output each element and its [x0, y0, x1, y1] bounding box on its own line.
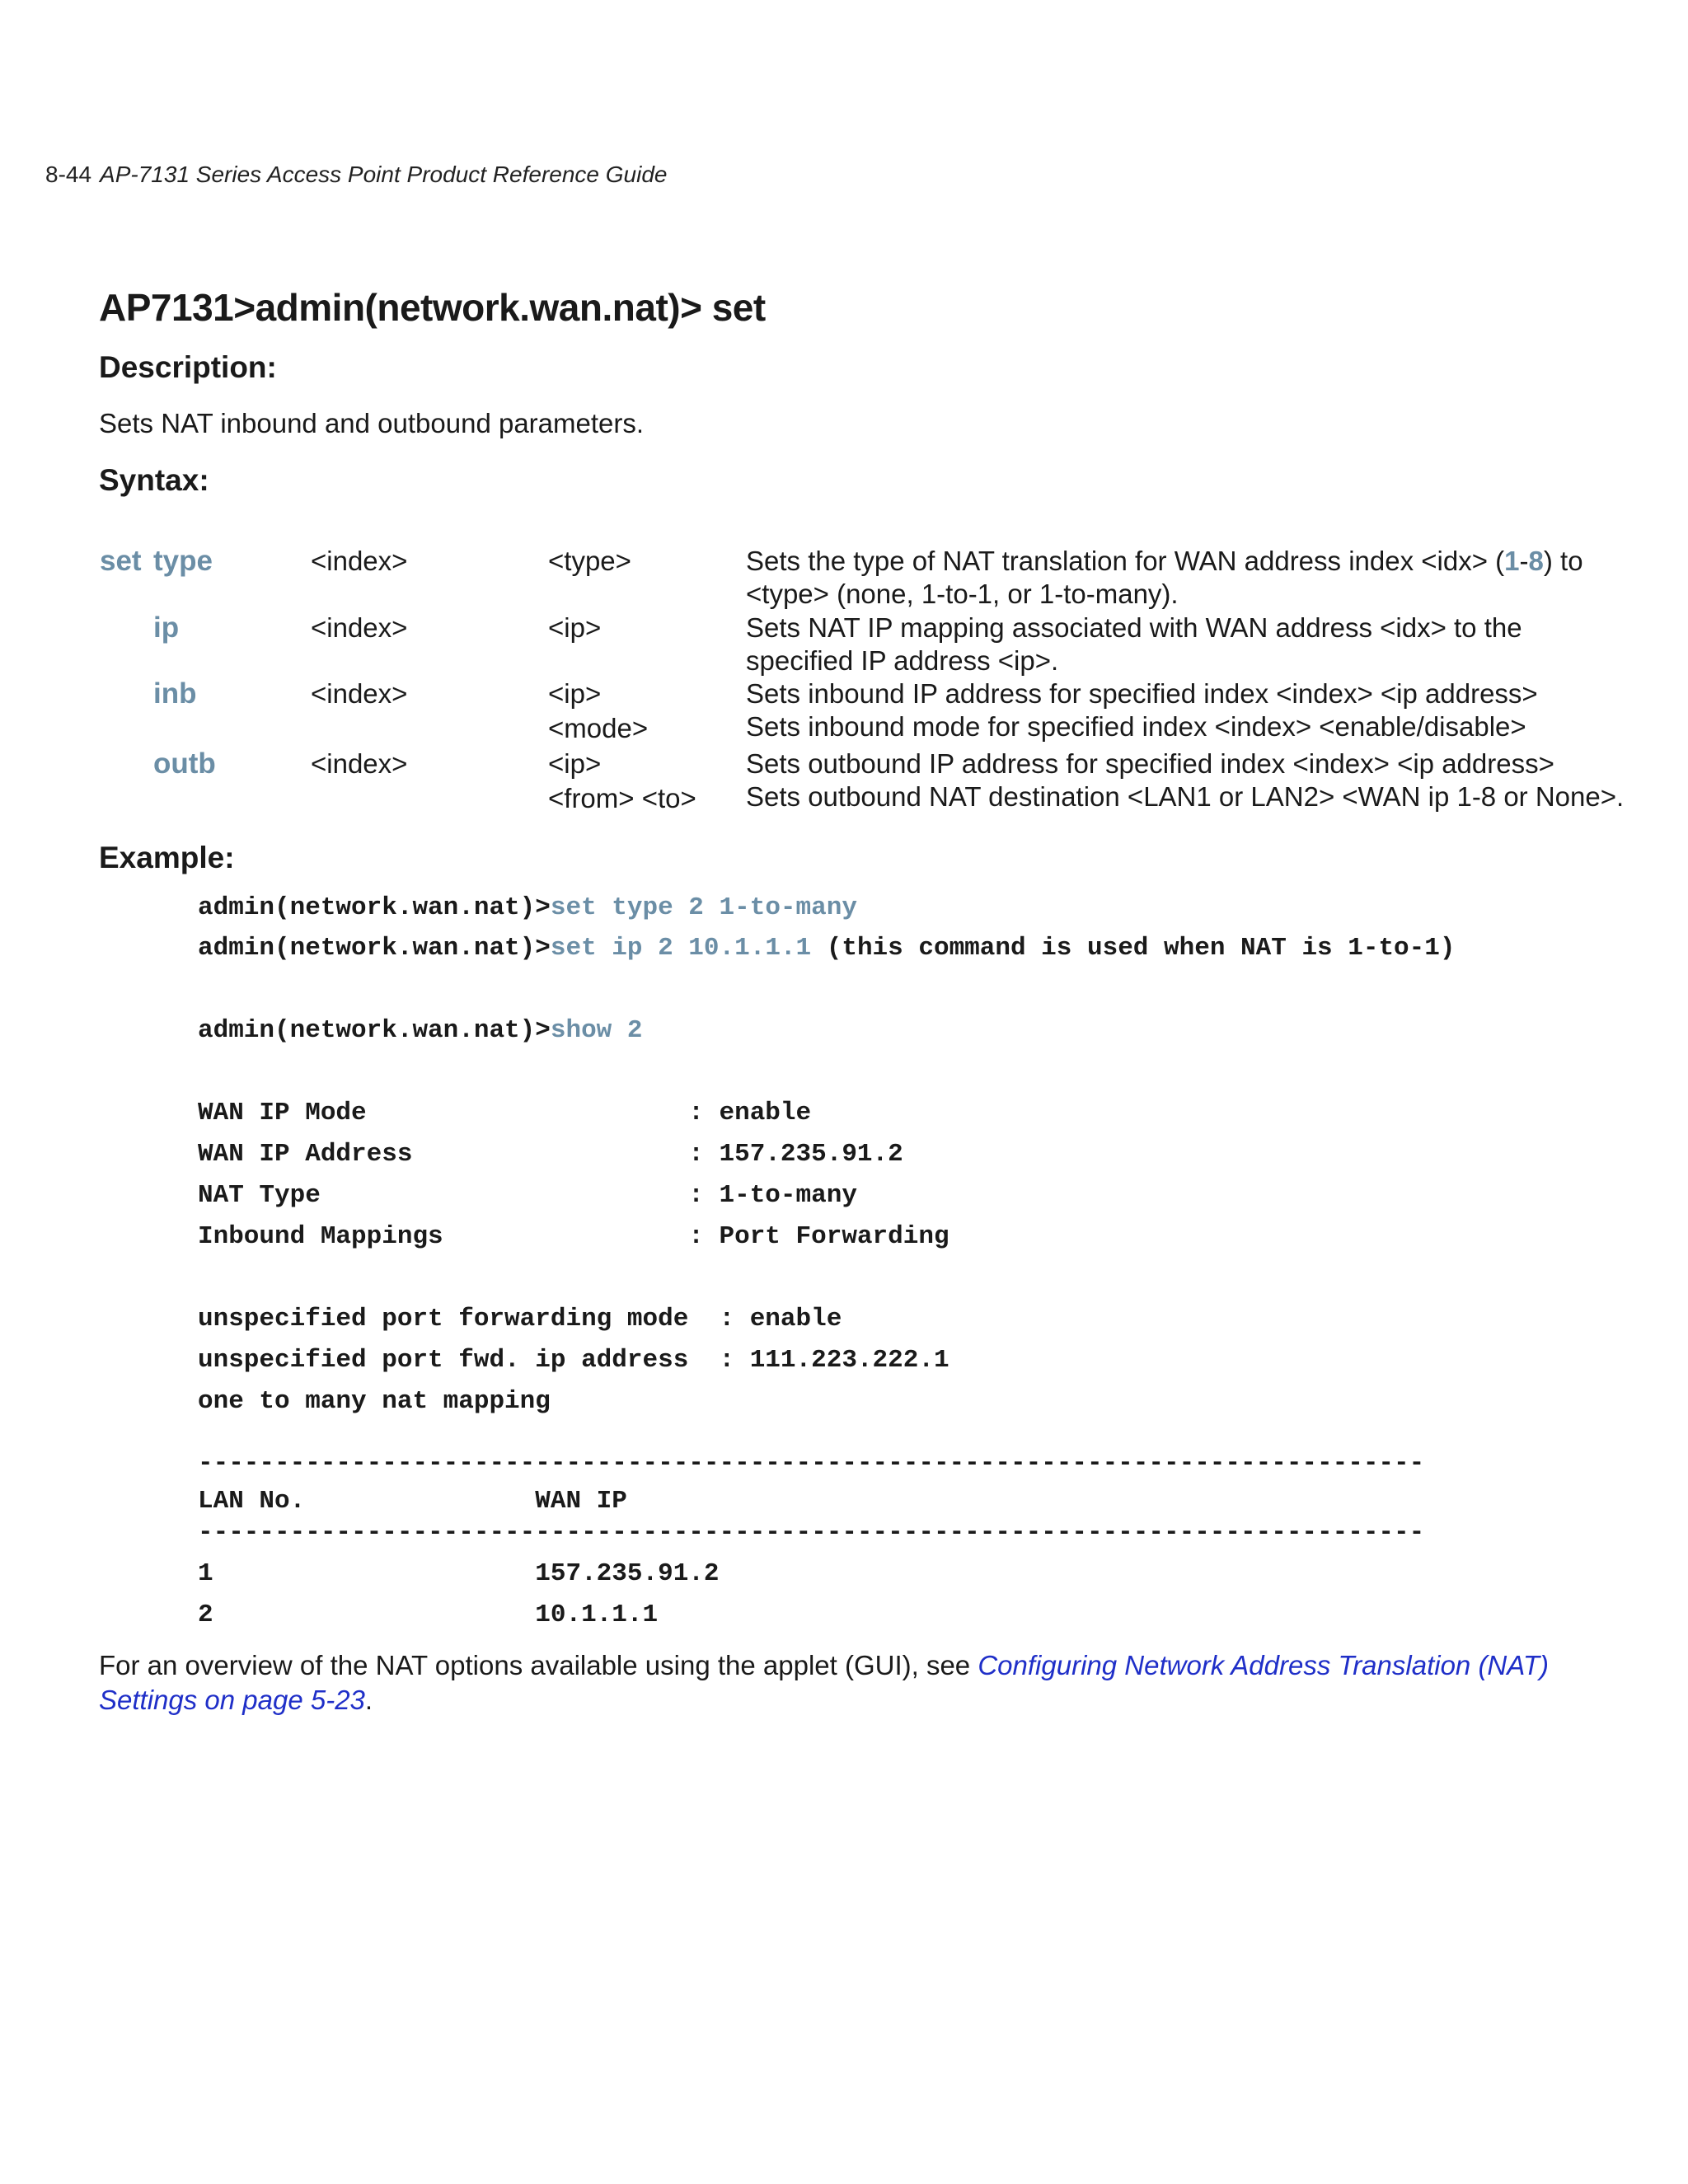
syntax-keyword-inb: inb [153, 677, 197, 710]
example-command-3: admin(network.wan.nat)>show 2 [198, 1016, 643, 1045]
output-line: one to many nat mapping [198, 1387, 551, 1416]
output-rule: -------------------------------------------------------------------------------- [198, 1518, 1425, 1547]
output-line: WAN IP Mode : enable [198, 1099, 812, 1127]
syntax-arg-ip: <ip> [548, 678, 602, 709]
example-command-2: admin(network.wan.nat)>set ip 2 10.1.1.1 (this command is used when NAT is 1-to-1) [198, 934, 1456, 963]
syntax-arg-type: <type> [548, 546, 631, 576]
output-line: NAT Type : 1-to-many [198, 1181, 857, 1210]
output-rule: -------------------------------------------------------------------------------- [198, 1449, 1425, 1478]
output-table-row: 1 157.235.91.2 [198, 1559, 720, 1588]
output-table-row: 2 10.1.1.1 [198, 1601, 659, 1629]
syntax-desc-inb: Sets inbound IP address for specified index <index> <ip address> Sets inbound mode for specified index <index> <enable/disable> [746, 678, 1538, 742]
output-line: Inbound Mappings : Port Forwarding [198, 1222, 950, 1251]
syntax-arg-index: <index> [311, 678, 408, 709]
description-text: Sets NAT inbound and outbound parameters. [99, 408, 645, 438]
syntax-keyword-type: type [153, 545, 213, 577]
syntax-desc-ip: Sets NAT IP mapping associated with WAN address <idx> to the specified IP address <ip>. [746, 612, 1522, 676]
page-number: 8-44 [45, 162, 92, 187]
syntax-arg-ip: <ip> [548, 748, 602, 779]
syntax-arg-index: <index> [311, 612, 408, 643]
command-title: AP7131>admin(network.wan.nat)> set [99, 286, 766, 329]
syntax-heading: Syntax: [99, 463, 209, 497]
example-heading: Example: [99, 841, 235, 874]
syntax-desc-outb: Sets outbound IP address for specified index <index> <ip address> Sets outbound NAT destination <LAN1 or LAN2> <WAN ip 1-8 or None>. [746, 748, 1625, 812]
guide-title: AP-7131 Series Access Point Product Reference Guide [100, 162, 668, 187]
output-table-header: LAN No. WAN IP [198, 1487, 627, 1516]
output-line: unspecified port fwd. ip address : 111.223.222.1 [198, 1346, 950, 1375]
syntax-arg-ip: <ip> [548, 612, 602, 643]
syntax-keyword-ip: ip [153, 612, 180, 644]
syntax-keyword-outb: outb [153, 748, 216, 780]
syntax-set-keyword: set [100, 545, 142, 577]
nat-settings-link[interactable]: Configuring Network Address Translation (NAT) Settings on page 5-23 [99, 1650, 1549, 1715]
syntax-arg-index: <index> [311, 546, 408, 576]
syntax-arg-mode: <mode> [548, 713, 649, 743]
example-command-1: admin(network.wan.nat)>set type 2 1-to-many [198, 893, 857, 922]
page-header [45, 162, 667, 188]
description-heading: Description: [99, 350, 277, 384]
output-line: unspecified port forwarding mode : enable [198, 1305, 842, 1333]
output-line: WAN IP Address : 157.235.91.2 [198, 1140, 903, 1169]
syntax-desc-type: Sets the type of NAT translation for WAN address index <idx> (1-8) to <type> (none, 1-to-1, or 1-to-many). [746, 546, 1583, 609]
syntax-arg-from-to: <from> <to> [548, 783, 696, 813]
syntax-arg-index: <index> [311, 748, 408, 779]
footer-paragraph: For an overview of the NAT options available using the applet (GUI), see Configuring Network Address Translation (NAT) Settings on page 5-23. [99, 1650, 1549, 1715]
